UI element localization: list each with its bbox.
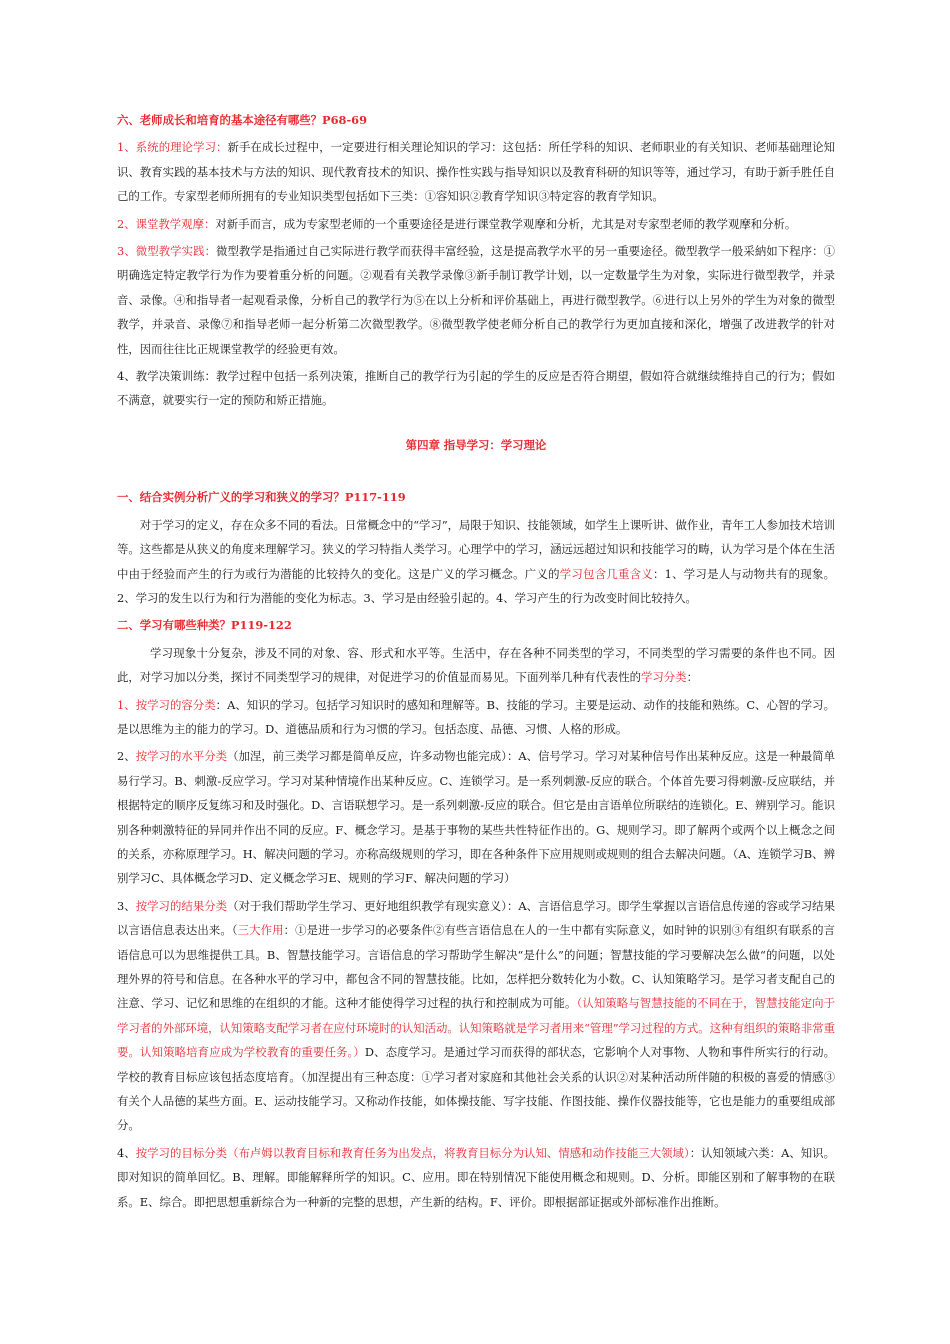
text-run: D、态度学习。是通过学习而获得的部状态，它影响个人对事物、人物和事件所实行的行动。学校的教育目标应该包括态度培育。（加涅提出有三种态度：①学习者对家庭和其他社会关系的认识②对某种活动所伴随的积极的喜爱的情感③有关个人品德的某些方面。E、运动技能学习。又称动作技能，如体操技能、写字技能、作图技能、操作仪器技能等，它也是能力的重要组成部分。 [117, 1045, 835, 1133]
chapter-title: 第四章 指导学习：学习理论 [405, 437, 547, 452]
item-number: 4、 [117, 1145, 136, 1160]
item-number: 3、 [117, 898, 136, 913]
item-label: 1、系统的理论学习： [117, 140, 228, 155]
item-number: 2、 [117, 749, 136, 764]
highlight-text: （认知策略与智慧技能的不同在于，智慧技能定向于学习者的外部环境，认知策略支配学习者在应付环境时的认知活动。认知策略就是学习者用来“管理”学习过程的方式。这种有组织的策略非常重要。认知策略培育应成为学校教育的重要任务。） [117, 996, 835, 1060]
item-label: 3、微型教学实践： [117, 244, 217, 259]
text-run: ：①是进一步学习的必要条件②有些言语信息在人的一生中都有实际意义，如时钟的识别③有组织有联系的言语信息可以为思维提供工具。B、智慧技能学习。言语信息的学习帮助学生解决“是什么”的问题；智慧技能的学习要解决怎么做“的问题，以处理外界的符号和信息。在各种水平的学习中，都包含不同的智慧技能。比如，怎样把分数转化为小数。C、认知策略学习。是学习者支配自己的注意、学习、记忆和思维的在组织的才能。这种才能使得学习过程的执行和控制成为可能。 [117, 923, 835, 1011]
item-label: 1、按学习的容分类 [117, 697, 216, 712]
text-run: 学习现象十分复杂，涉及不同的对象、容、形式和水平等。生活中，存在各种不同类型的学习，不同类型的学习需要的条件也不同。因此，对学习加以分类，探讨不同类型学习的规律，对促进学习的价值显而易见。下面列举几种有代表性的 [117, 645, 835, 685]
highlight-text: 学习包含几重含义 [559, 566, 653, 581]
item-text: 新手在成长过程中，一定要进行相关理论知识的学习：这包括：所任学科的知识、老师职业的有关知识、老师基础理论知识、教育实践的基本技术与方法的知识、现代教育技术的知识、操作性实践与指导知识以及教育科研的知识等等，通过学习，有助于新手胜任自己的工作。专家型老师所拥有的专业知识类型包括如下三类：①容知识②教育学知识③特定容的教育学知识。 [117, 140, 835, 204]
paragraph-theory-study [117, 135, 835, 208]
highlight-text: 学习分类 [640, 670, 687, 685]
paragraph-content-classification [117, 693, 835, 742]
item-text: ：A、知识的学习。包括学习知识时的感知和理解等。B、技能的学习。主要是运动、动作的技能和熟练。C、心智的学习。是以思维为主的能力的学习。D、道德品质和行为习惯的学习。包括态度、品德、习惯、人格的形成。 [117, 697, 835, 736]
item-text: 对新手而言，成为专家型老师的一个重要途径是进行课堂教学观摩和分析，尤其是对专家型老师的教学观摩和分析。 [215, 216, 797, 231]
text-run: （对于我们帮助学生学习、更好地组织教学有现实意义）：A、言语信息学习。即学生掌握以言语信息传递的容或学习结果以言语信息表达出来。（ [117, 898, 835, 938]
text-run: 对于学习的定义，存在众多不同的看法。日常概念中的“学习”，局限于知识、技能领域，如学生上课听讲、做作业，青年工人参加技术培训等。这些都是从狭义的角度来理解学习。狭义的学习特指人类学习。心理学中的学习，涵远远超过知识和技能学习的畴，认为学习是个体在生活中由于经验而产生的行为或行为潜能的比较持久的变化。这是广义的学习概念。广义的 [117, 517, 835, 581]
item-text: 微型教学是指通过自己实际进行教学而获得丰富经验，这是提高教学水平的另一重要途径。微型教学一般采納如下程序：①明确选定特定教学行为作为要着重分析的问题。②观看有关教学录像③新手制订教学计划，以一定数量学生为对象，实际进行微型教学，并录音、录像。④和指导者一起观看录像，分析自己的教学行为⑤在以上分析和评价基础上，再进行微型教学。⑥进行以上另外的学生为对象的微型教学，并录音、录像⑦和指导老师一起分析第二次微型教学。⑧微型教学使老师分析自己的教学行为更加直接和深化，增强了改进教学的针对性，因而往往比正规课堂教学的经验更有效。 [117, 244, 835, 356]
paragraph-class-observation [117, 212, 835, 236]
document-page [117, 108, 835, 1214]
item-text: ：认知领域六类：A、知识。即对知识的简单回忆。B、理解。即能解释所学的知识。C、应用。即在特别情况下能使用概念和规则。D、分析。即能区别和了解事物的在联系。E、综合。即把思想重新综合为一种新的完整的思想，产生新的结构。F、评价。即根据部证据或外部标准作出推断。 [117, 1145, 835, 1209]
paragraph-learning-types-intro [117, 641, 835, 690]
item-label: 2、课堂教学观摩： [117, 216, 216, 231]
text-run: ：1、学习是人与动物共有的现象。2、学习的发生以行为和行为潜能的变化为标志。3、学习是由经验引起的。4、学习产生的行为改变时间比较持久。 [117, 566, 835, 605]
item-label: 按学习的结果分类 [135, 898, 228, 913]
paragraph-decision-training: 4、教学决策训练：教学过程中包括一系列决策，推断自己的教学行为引起的学生的反应是否符合期望，假如符合就继续维持自己的行为；假如不满意，就要实行一定的预防和矫正措施。 [117, 369, 835, 408]
item-text: （加涅，前三类学习都是简单反应，许多动物也能完成）：A、信号学习。学习对某种信号作出某种反应。这是一种最简单易行学习。B、刺激-反应学习。学习对某种情境作出某种反应。C、连锁学习。是一系列刺激-反应的联合。个体首先要习得刺激-反应联结，并根据特定的顺序反复练习和及时强化。D、言语联想学习。是一系列刺激-反应的联合。但它是由言语单位所联结的连锁化。E、辨别学习。能识别各种刺激特征的异同并作出不同的反应。F、概念学习。是基于事物的某些共性特征作出的。G、规则学习。即了解两个或两个以上概念之间的关系，亦称原理学习。H、解决问题的学习。亦称高级规则的学习，即在各种条件下应用规则或规则的组合去解决问题。（A、连锁学习B、辨别学习C、具体概念学习D、定义概念学习E、规则的学习F、解决问题的学习） [117, 749, 835, 886]
item-label: 按学习的水平分类 [135, 749, 228, 764]
paragraph-microteaching [117, 239, 835, 361]
paragraph-goal-classification [117, 1141, 835, 1214]
section-heading-teacher-growth: 六、老师成长和培育的基本途径有哪些？P68-69 [117, 113, 368, 127]
text-run: ： [686, 670, 698, 685]
section-heading-learning-types: 二、学习有哪些种类？P119-122 [117, 618, 292, 633]
highlight-text: 三大作用 [237, 923, 284, 938]
item-label: 按学习的目标分类（布卢姆以教育目标和教育任务为出发点，将教育目标分为认知、情感和动作技能三大领域） [135, 1145, 690, 1160]
section-heading-learning-definition: 一、结合实例分析广义的学习和狭义的学习？P117-119 [117, 490, 406, 505]
paragraph-learning-definition [117, 513, 835, 611]
paragraph-level-classification [117, 744, 835, 890]
paragraph-result-classification [117, 894, 835, 1138]
